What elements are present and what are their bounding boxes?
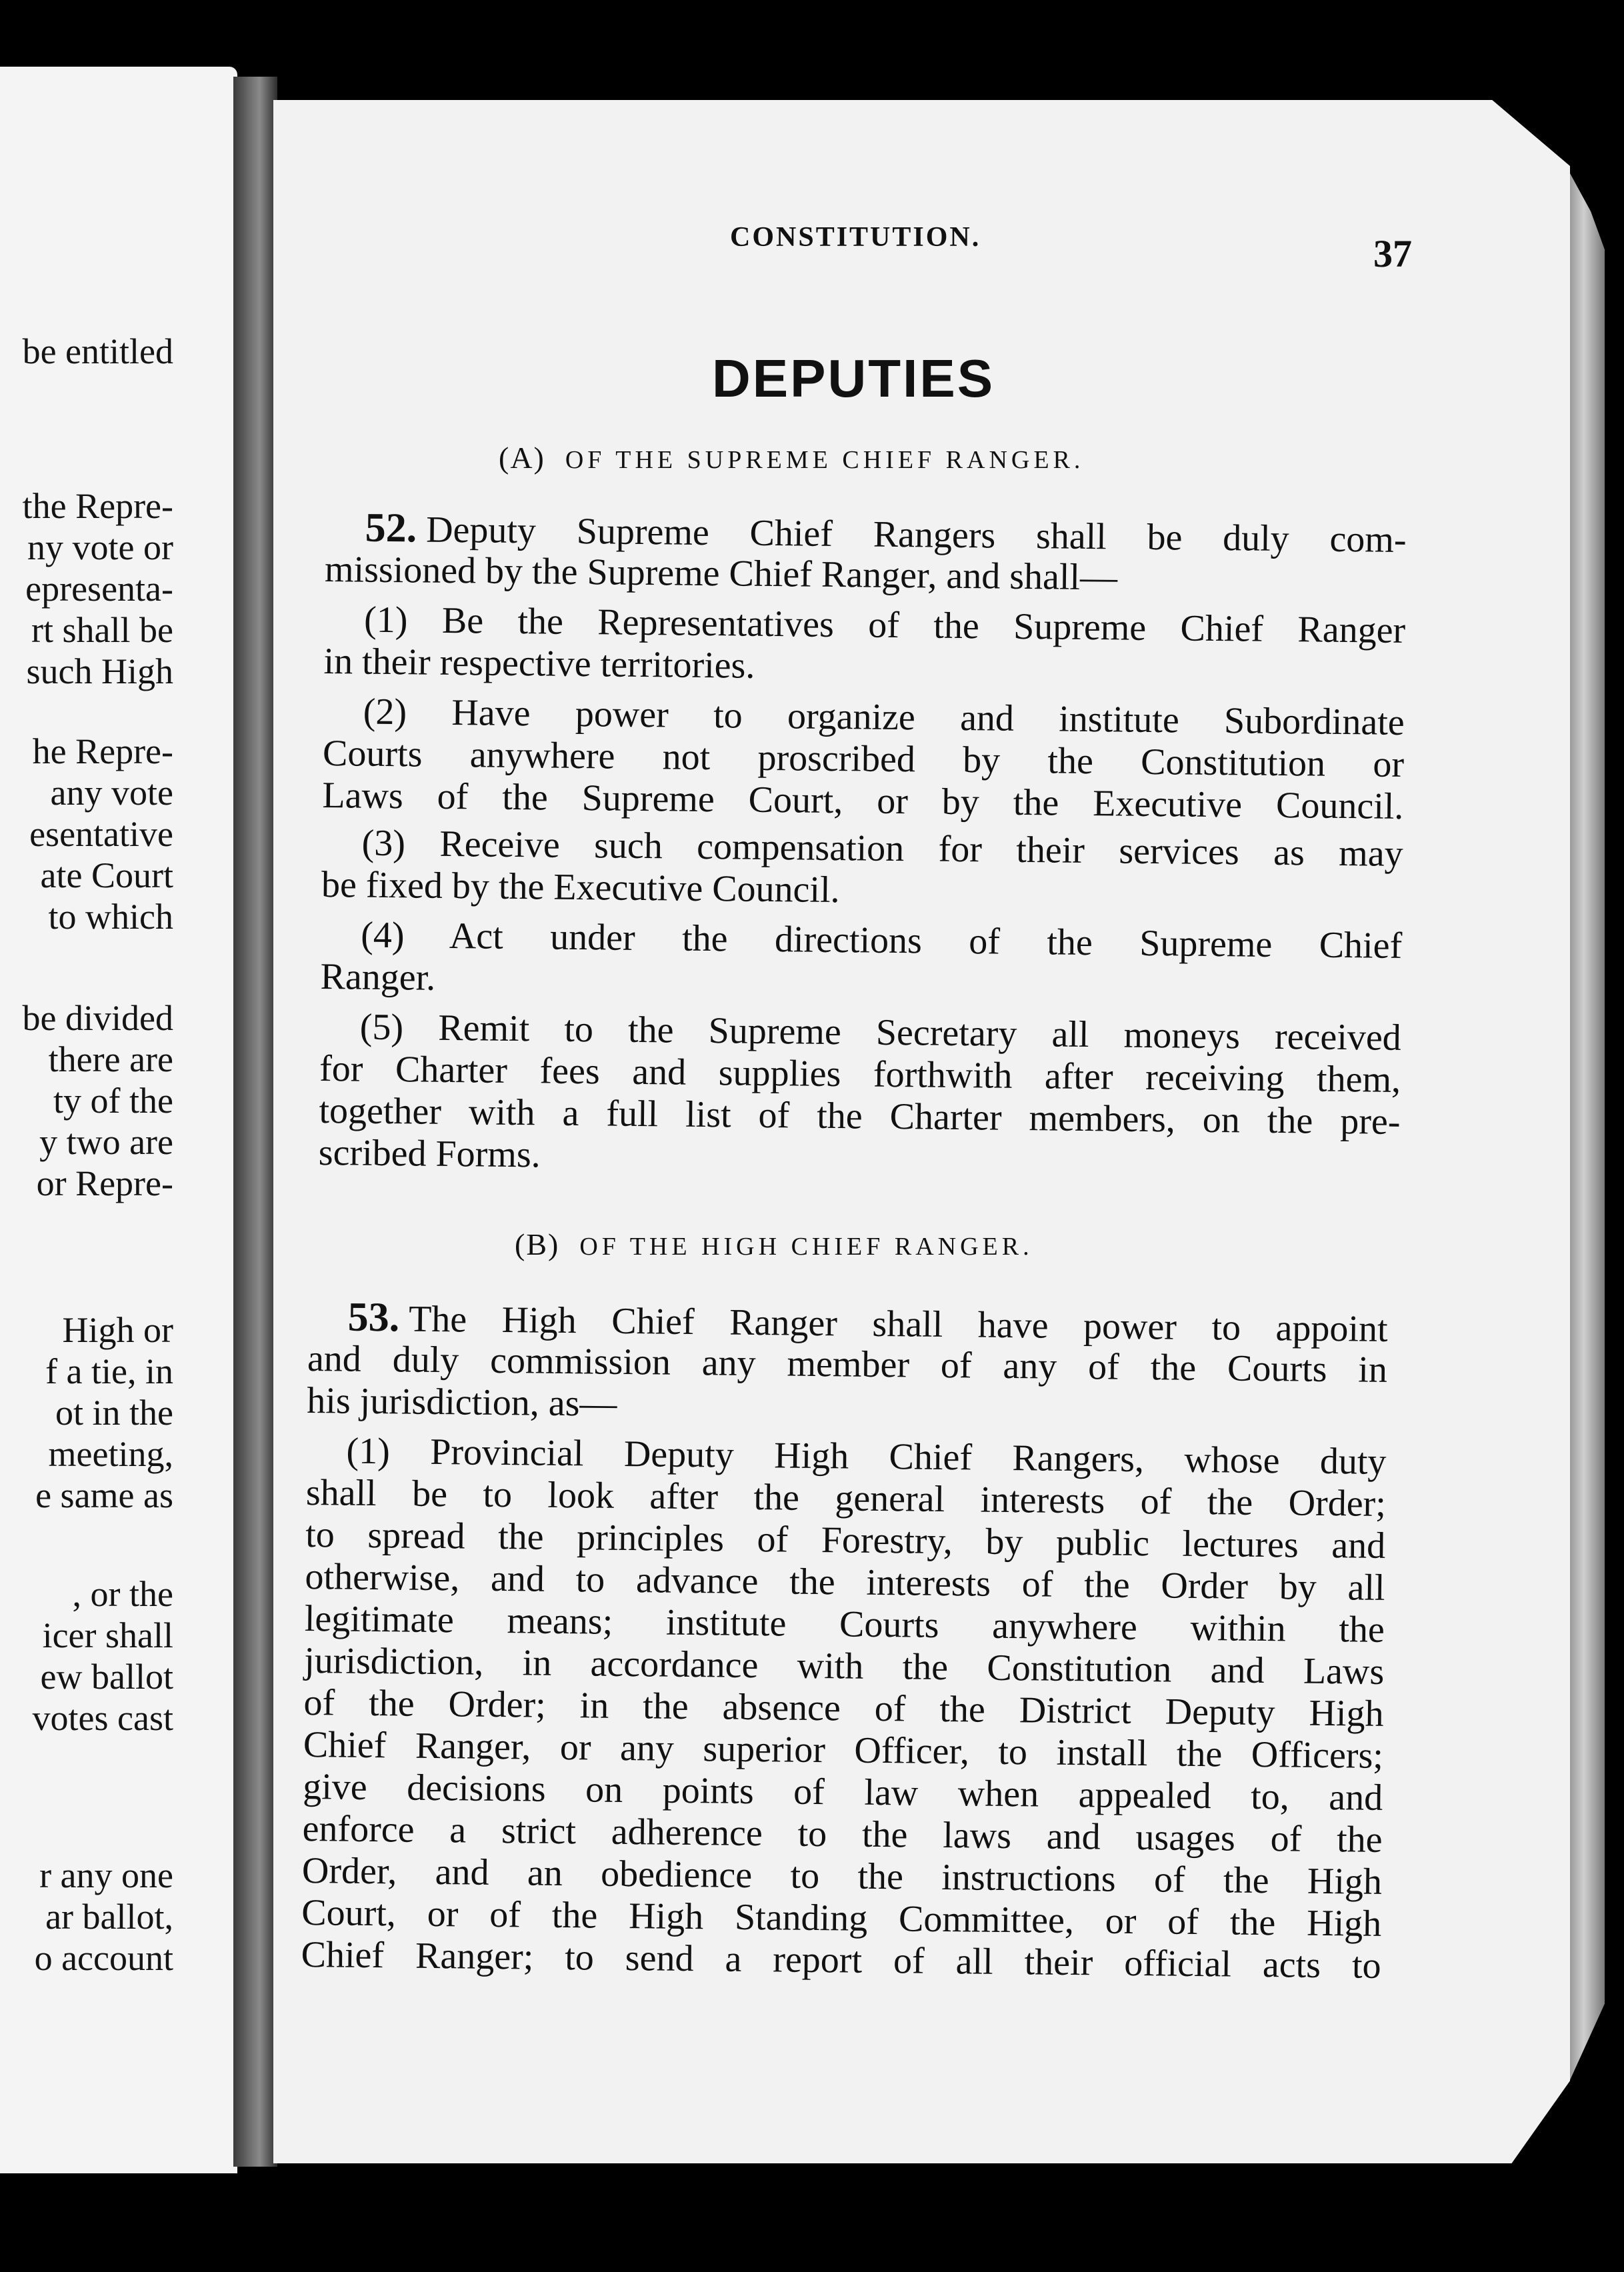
paragraph-line: missioned by the Supreme Chief Ranger, and shall— [324,548,1118,599]
left-page-fragment: ot in the [55,1393,173,1433]
paragraph-line: (1) Be the Representatives of the Supreme Chief Ranger [363,599,1406,651]
left-page-fragment: to which [48,897,173,937]
main-heading: DEPUTIES [712,349,995,408]
paragraph-line: 53. The High Chief Ranger shall have power to appoint [347,1294,1388,1350]
left-page-fragment: be entitled [22,331,173,371]
paragraph-line: (3) Receive such compensation for their services as may [361,822,1403,875]
paragraph-line: to spread the principles of Forestry, by public lectures and [305,1513,1386,1567]
paragraph-line: Ranger. [320,955,436,999]
left-page-fragment: such High [26,651,173,691]
paragraph-line: Laws of the Supreme Court, or by the Executive Council. [322,774,1404,827]
paragraph-line: otherwise, and to advance the interests of the Order by all [305,1555,1385,1609]
left-page-fragment: esentative [29,814,173,854]
left-page-fragment: meeting, [48,1434,173,1474]
left-page-fragment: rt shall be [31,610,173,650]
paragraph-line: (4) Act under the directions of the Supreme Chief [360,914,1403,967]
left-page-fragment: icer shall [42,1615,173,1655]
paragraph-line: and duly commission any member of any of the Courts in [307,1337,1388,1391]
left-page-fragment: ew ballot [40,1657,173,1697]
left-page-fragment: he Repre- [32,731,173,771]
left-page-fragment: ar ballot, [45,1897,173,1937]
left-page-fragment: epresenta- [25,569,173,609]
book-gutter [233,77,277,2167]
page-number: 37 [1373,232,1412,275]
left-page-fragment: ty of the [53,1081,173,1121]
paragraph-line: legitimate means; institute Courts anywhere within the [304,1597,1385,1651]
running-head: CONSTITUTION. [730,222,981,253]
paragraph-line: (5) Remit to the Supreme Secretary all moneys received [359,1006,1402,1059]
paragraph-line: together with a full list of the Charter members, on the pre- [319,1089,1401,1143]
paragraph-line: for Charter fees and supplies forthwith after receiving them, [319,1047,1401,1101]
left-page-fragment: r any one [39,1855,173,1895]
left-page-fragment: there are [48,1039,173,1079]
left-page-fragment: votes cast [32,1698,173,1738]
left-facing-page [0,67,237,2173]
paragraph-line: Chief Ranger, or any superior Officer, to install the Officers; [303,1723,1384,1777]
paragraph-line: Court, or of the High Standing Committee, or of the High [301,1891,1382,1945]
paragraph-line: shall be to look after the general interests of the Order; [305,1471,1387,1525]
subheading-b-title: OF THE HIGH CHIEF RANGER. [579,1233,1033,1261]
left-page-fragment: y two are [39,1122,173,1162]
subheading-a [499,443,1084,473]
paragraph-line: 52. Deputy Supreme Chief Rangers shall be duly com- [365,505,1407,561]
paragraph-line: of the Order; in the absence of the District Deputy High [303,1681,1384,1735]
subheading-a-title: OF THE SUPREME CHIEF RANGER. [565,446,1085,474]
paragraph-line: give decisions on points of law when appealed to, and [302,1765,1383,1819]
left-page-fragment: o account [34,1938,173,1978]
subheading-a-label: (A) [499,441,545,475]
left-page-fragment: ate Court [40,855,173,895]
paragraph-line: (2) Have power to organize and institute Subordinate [363,691,1405,743]
paragraph-line: (1) Provincial Deputy High Chief Rangers, whose duty [346,1430,1387,1483]
paragraph-line: Chief Ranger; to send a report of all their official acts to [301,1933,1381,1987]
left-page-fragment: f a tie, in [45,1351,173,1391]
left-page-fragment: High or [62,1310,173,1350]
left-page-fragment: or Repre- [36,1163,173,1203]
left-page-fragment: any vote [50,773,173,813]
paragraph-line: in their respective territories. [323,640,755,687]
section-number: 52. [365,505,417,551]
left-page-fragment: be divided [22,998,173,1038]
subheading-b [515,1229,1033,1260]
paragraph-line: enforce a strict adherence to the laws and usages of the [302,1807,1383,1861]
left-page-fragment: ny vote or [27,527,173,567]
paragraph-line: scribed Forms. [318,1131,541,1176]
section-53 [301,1296,1388,1987]
paragraph-line: jurisdiction, in accordance with the Constitution and Laws [303,1639,1385,1693]
subheading-b-label: (B) [515,1227,560,1261]
left-page-fragment: e same as [35,1475,173,1515]
left-page-fragment: , or the [72,1574,173,1614]
paragraph-line: his jurisdiction, as— [307,1379,617,1425]
section-52 [319,507,1407,1185]
section-number: 53. [347,1294,400,1341]
page-edge [1570,173,1605,2080]
paragraph-line: Order, and an obedience to the instructions of the High [301,1849,1383,1903]
paragraph-line: Courts anywhere not proscribed by the Constitution or [322,732,1405,785]
paragraph-line: be fixed by the Executive Council. [321,863,840,911]
left-page-fragment: the Repre- [22,486,173,526]
